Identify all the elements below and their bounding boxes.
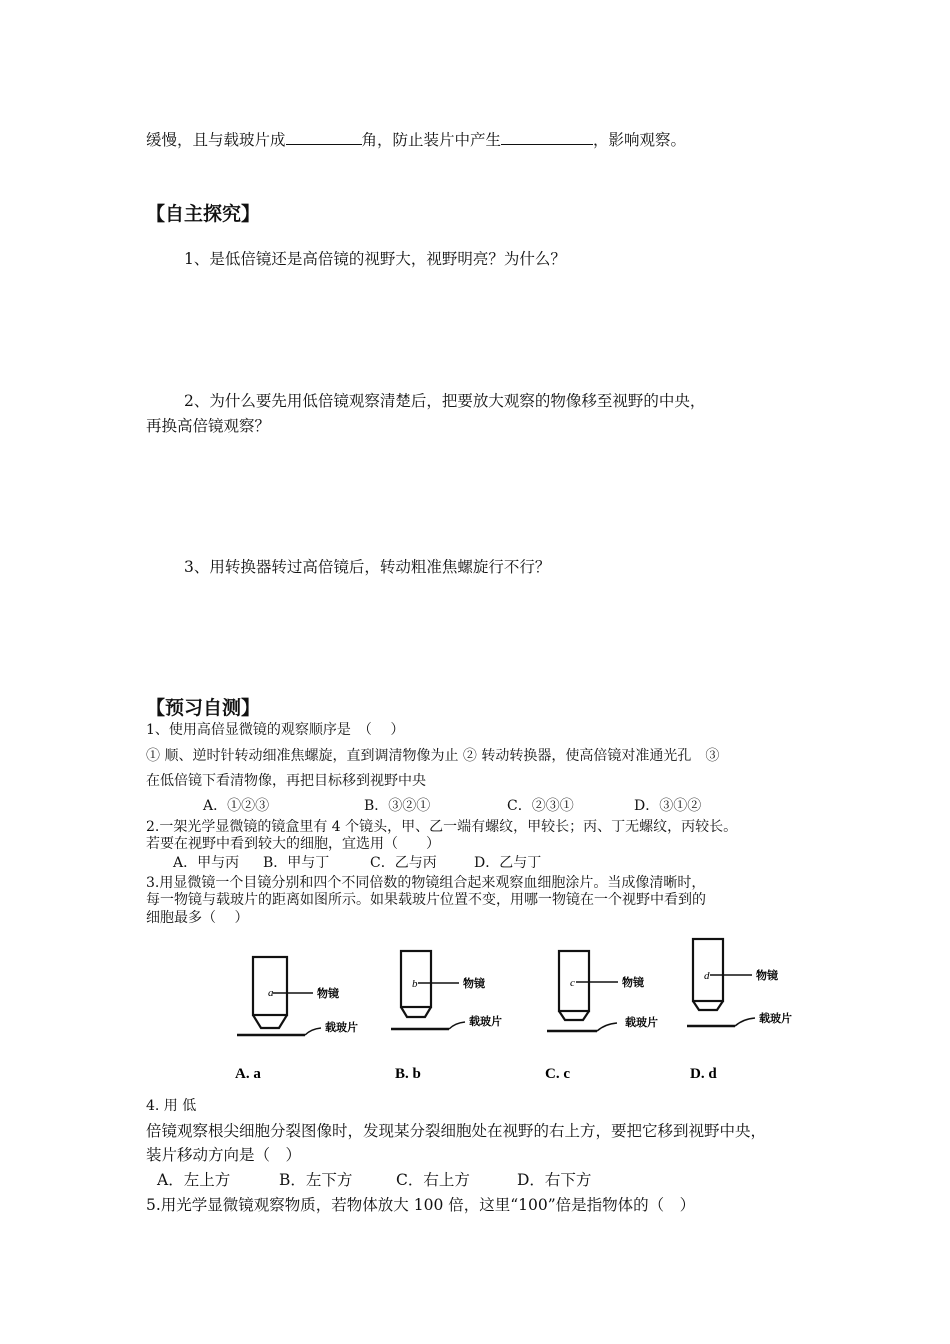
- question-4-line-1: 4. 用 低: [146, 1098, 197, 1114]
- question-4-line-3: 装片移动方向是（ ）: [146, 1146, 302, 1164]
- option-a[interactable]: A．①②③: [203, 798, 270, 814]
- question-3-line-3: 细胞最多（ ）: [146, 910, 249, 926]
- option-d[interactable]: D．乙与丁: [474, 855, 542, 871]
- option-b[interactable]: B．甲与丁: [263, 855, 330, 871]
- fill-in-line: [146, 128, 686, 150]
- objective-c-diagram: [545, 951, 658, 1082]
- option-c[interactable]: C．右上方: [396, 1171, 470, 1189]
- answer-blank[interactable]: [286, 130, 362, 145]
- lens-label-a: a: [268, 987, 274, 999]
- objective-label: 物镜: [317, 988, 339, 1000]
- objective-d-diagram: [687, 939, 792, 1082]
- option-d[interactable]: D．右下方: [517, 1171, 592, 1189]
- option-c[interactable]: C．乙与丙: [370, 855, 437, 871]
- explore-question-2-line-2: 再换高倍镜观察？: [146, 417, 271, 435]
- slide-label: 载玻片: [759, 1013, 792, 1025]
- question-2-line-1: 2.一架光学显微镜的镜盒里有 4 个镜头，甲、乙一端有螺纹，甲较长；丙、丁无螺纹，丙较长。: [146, 819, 738, 835]
- option-a[interactable]: A．左上方: [157, 1171, 231, 1189]
- question-1-stem: 1、使用高倍显微镜的观察顺序是 （ ）: [146, 722, 405, 738]
- slide-label: 载玻片: [625, 1017, 658, 1029]
- fill-in-text-3: ，影响观察。: [593, 131, 687, 149]
- lens-label-b: b: [412, 978, 418, 990]
- question-1-desc-line-1: ① 顺、逆时针转动细准焦螺旋，直到调清物像为止 ② 转动转换器，使高倍镜对准通光孔 ③: [146, 748, 720, 764]
- question-2-line-2: 若要在视野中看到较大的细胞，宜选用（ ）: [146, 836, 440, 852]
- fill-in-text-2: 角，防止装片中产生: [361, 131, 502, 149]
- section-heading-selftest: 【预习自测】: [146, 697, 261, 719]
- question-5-line-1: 5.用光学显微镜观察物质，若物体放大 100 倍，这里“100”倍是指物体的（ ）: [146, 1196, 696, 1214]
- lens-label-c: c: [570, 977, 575, 989]
- objective-label: 物镜: [756, 970, 778, 982]
- objective-b-diagram: [391, 951, 502, 1082]
- option-b[interactable]: B．左下方: [279, 1171, 353, 1189]
- option-b[interactable]: B．③②①: [364, 798, 431, 814]
- figure-caption-b: B. b: [395, 1066, 421, 1082]
- microscope-objectives-figure: [225, 925, 805, 1093]
- question-4-line-2: 倍镜观察根尖细胞分裂图像时，发现某分裂细胞处在视野的右上方，要把它移到视野中央，: [146, 1122, 767, 1140]
- answer-blank[interactable]: [501, 130, 593, 145]
- explore-question-1: 1、是低倍镜还是高倍镜的视野大，视野明亮？为什么？: [184, 250, 566, 268]
- section-heading-explore: 【自主探究】: [146, 203, 261, 225]
- fill-in-text-1: 缓慢，且与载玻片成: [146, 131, 286, 149]
- figure-caption-c: C. c: [545, 1066, 570, 1082]
- question-3-line-1: 3.用显微镜一个目镜分别和四个不同倍数的物镜组合起来观察血细胞涂片。当成像清晰时，: [146, 875, 706, 891]
- option-a[interactable]: A．甲与丙: [173, 855, 240, 871]
- option-c[interactable]: C．②③①: [507, 798, 574, 814]
- figure-caption-a: A. a: [235, 1066, 261, 1082]
- lens-label-d: d: [704, 970, 710, 982]
- objective-label: 物镜: [463, 978, 485, 990]
- explore-question-2-line-1: 2、为什么要先用低倍镜观察清楚后，把要放大观察的物像移至视野的中央，: [184, 392, 706, 410]
- question-1-desc-line-2: 在低倍镜下看清物像，再把目标移到视野中央: [146, 773, 426, 789]
- question-3-line-2: 每一物镜与载玻片的距离如图所示。如果载玻片位置不变，用哪一物镜在一个视野中看到的: [146, 892, 706, 908]
- figure-caption-d: D. d: [690, 1066, 717, 1082]
- slide-label: 载玻片: [469, 1016, 502, 1028]
- option-d[interactable]: D．③①②: [634, 798, 702, 814]
- objective-label: 物镜: [622, 977, 644, 989]
- slide-label: 载玻片: [325, 1022, 358, 1034]
- objective-a-diagram: [235, 957, 358, 1082]
- explore-question-3: 3、用转换器转过高倍镜后，转动粗准焦螺旋行不行？: [184, 558, 551, 576]
